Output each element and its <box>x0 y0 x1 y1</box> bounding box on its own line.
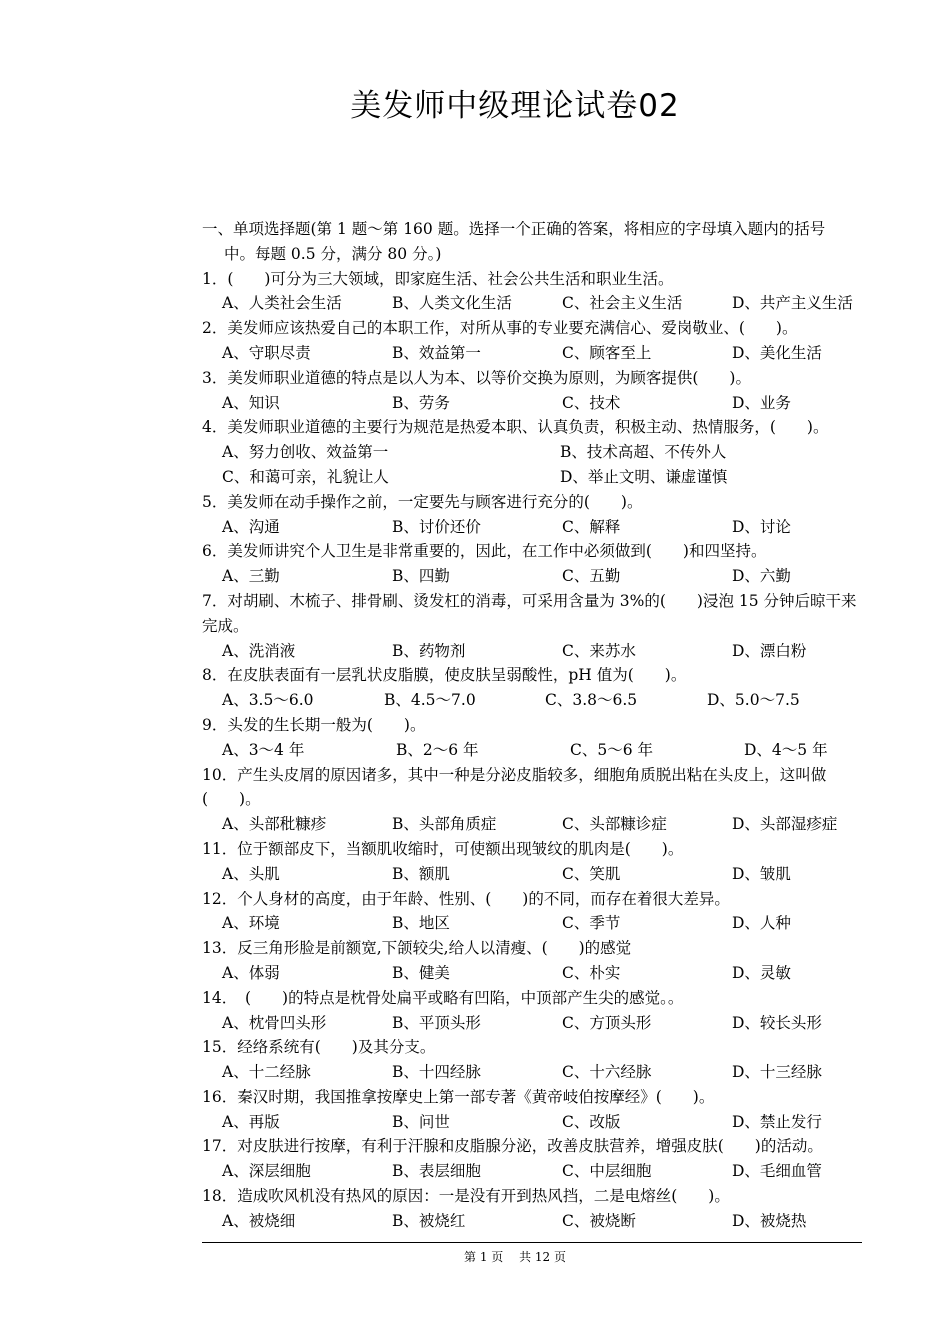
option-a: A、再版 <box>222 1112 280 1131</box>
option-d: D、灵敏 <box>732 963 791 982</box>
page-title: 美发师中级理论试卷02 <box>350 88 680 124</box>
option-b: B、额肌 <box>392 864 450 883</box>
option-a: A、知识 <box>222 393 280 412</box>
options-14 <box>202 1011 862 1036</box>
option-c: C、改版 <box>562 1112 621 1131</box>
option-b: B、被烧红 <box>392 1211 466 1230</box>
option-a: A、洗消液 <box>222 641 296 660</box>
options-4-row2 <box>202 465 862 490</box>
page-footer <box>0 1248 950 1265</box>
options-17 <box>202 1159 862 1184</box>
section-heading-line1: 一、单项选择题(第 1 题～第 160 题。选择一个正确的答案，将相应的字母填入题内的括号 <box>202 220 826 238</box>
options-16 <box>202 1110 862 1135</box>
option-a: A、被烧细 <box>222 1211 296 1230</box>
option-d: D、被烧热 <box>732 1211 807 1230</box>
option-d: D、十三经脉 <box>732 1063 822 1082</box>
option-a: A、3～4 年 <box>222 740 305 759</box>
option-b: B、2～6 年 <box>396 740 479 759</box>
question-7: 7．对胡刷、木梳子、排骨刷、烫发杠的消毒，可采用含量为 3%的( )浸泡 15 分钟后晾干来完成。 <box>202 591 857 635</box>
option-a: A、努力创收、效益第一 <box>222 443 389 462</box>
option-d: D、举止文明、谦虚谨慎 <box>560 467 728 486</box>
option-b: B、4.5～7.0 <box>384 691 476 710</box>
question-14: 14． ( )的特点是枕骨处扁平或略有凹陷，中顶部产生尖的感觉。。 <box>202 988 684 1007</box>
option-d: D、皱肌 <box>732 864 791 883</box>
question-11: 11．位于额部皮下，当额肌收缩时，可使额出现皱纹的肌肉是( )。 <box>202 839 684 858</box>
options-10 <box>202 812 862 837</box>
options-15 <box>202 1060 862 1085</box>
options-11 <box>202 862 862 887</box>
option-d: D、毛细血管 <box>732 1162 822 1181</box>
question-8: 8．在皮肤表面有一层乳状皮脂膜，使皮肤呈弱酸性，pH 值为( )。 <box>202 666 687 685</box>
question-16: 16．秦汉时期，我国推拿按摩史上第一部专著《黄帝岐伯按摩经》( )。 <box>202 1087 715 1106</box>
question-3: 3．美发师职业道德的特点是以人为本、以等价交换为原则，为顾客提供( )。 <box>202 368 751 387</box>
option-b: B、问世 <box>392 1112 450 1131</box>
option-b: B、表层细胞 <box>392 1162 481 1181</box>
question-2: 2．美发师应该热爱自己的本职工作，对所从事的专业要充满信心、爱岗敬业、( )。 <box>202 319 798 338</box>
question-4: 4．美发师职业道德的主要行为规范是热爱本职、认真负责，积极主动、热情服务，( )。 <box>202 418 829 437</box>
option-b: B、十四经脉 <box>392 1063 481 1082</box>
option-a: A、沟通 <box>222 517 280 536</box>
footer-divider <box>202 1242 862 1243</box>
option-d: D、5.0～7.5 <box>707 691 800 710</box>
option-a: A、体弱 <box>222 963 280 982</box>
option-b: B、劳务 <box>392 393 450 412</box>
option-a: A、头肌 <box>222 864 280 883</box>
option-c: C、十六经脉 <box>562 1063 652 1082</box>
options-7 <box>202 639 862 664</box>
option-c: C、3.8～6.5 <box>545 691 638 710</box>
option-d: D、六勤 <box>732 567 791 586</box>
options-1 <box>202 291 862 316</box>
question-6: 6．美发师讲究个人卫生是非常重要的，因此，在工作中必须做到( )和四坚持。 <box>202 542 767 561</box>
option-b: B、平顶头形 <box>392 1013 481 1032</box>
option-c: C、技术 <box>562 393 621 412</box>
option-a: A、守职尽责 <box>222 343 311 362</box>
option-d: D、共产主义生活 <box>732 294 853 313</box>
question-1: 1．( )可分为三大领域，即家庭生活、社会公共生活和职业生活。 <box>202 269 674 288</box>
option-d: D、头部湿疹症 <box>732 815 838 834</box>
option-d: D、4～5 年 <box>744 740 828 759</box>
question-list <box>202 217 862 1234</box>
option-a: A、3.5～6.0 <box>222 691 314 710</box>
option-b: B、四勤 <box>392 567 450 586</box>
option-c: C、和蔼可亲，礼貌让人 <box>222 467 389 486</box>
option-c: C、五勤 <box>562 567 621 586</box>
option-c: C、头部糠诊症 <box>562 815 667 834</box>
question-9: 9．头发的生长期一般为( )。 <box>202 715 426 734</box>
option-a: A、十二经脉 <box>222 1063 311 1082</box>
option-b: B、技术高超、不传外人 <box>560 443 727 462</box>
options-4-row1 <box>202 440 862 465</box>
options-6 <box>202 564 862 589</box>
question-10: 10．产生头皮屑的原因诸多，其中一种是分泌皮脂较多，细胞角质脱出粘在头皮上，这叫做( )。 <box>202 765 827 809</box>
option-c: C、方顶头形 <box>562 1013 652 1032</box>
option-b: B、健美 <box>392 963 450 982</box>
options-9 <box>202 738 862 763</box>
question-18: 18．造成吹风机没有热风的原因：一是没有开到热风挡，二是电熔丝( )。 <box>202 1187 730 1206</box>
option-c: C、社会主义生活 <box>562 294 683 313</box>
option-c: C、5～6 年 <box>570 740 654 759</box>
option-d: D、人种 <box>732 914 791 933</box>
options-18 <box>202 1209 862 1234</box>
option-b: B、效益第一 <box>392 343 481 362</box>
options-12 <box>202 911 862 936</box>
question-12: 12．个人身材的高度，由于年龄、性别、( )的不同，而存在着很大差异。 <box>202 889 730 908</box>
option-c: C、季节 <box>562 914 621 933</box>
options-13 <box>202 961 862 986</box>
options-3 <box>202 391 862 416</box>
option-a: A、深层细胞 <box>222 1162 311 1181</box>
page-total: 共 12 页 <box>519 1250 566 1264</box>
option-d: D、讨论 <box>732 517 791 536</box>
option-d: D、禁止发行 <box>732 1112 822 1131</box>
options-5 <box>202 515 862 540</box>
option-a: A、头部秕糠疹 <box>222 815 327 834</box>
option-c: C、来苏水 <box>562 641 636 660</box>
option-b: B、人类文化生活 <box>392 294 512 313</box>
options-2 <box>202 341 862 366</box>
option-a: A、枕骨凹头形 <box>222 1013 327 1032</box>
question-13: 13．反三角形脸是前额宽,下颌较尖,给人以清瘦、( )的感觉 <box>202 939 632 958</box>
question-15: 15．经络系统有( )及其分支。 <box>202 1038 436 1057</box>
section-heading-line2: 中。每题 0.5 分，满分 80 分。) <box>224 244 442 263</box>
option-b: B、头部角质症 <box>392 815 497 834</box>
option-c: C、顾客至上 <box>562 343 652 362</box>
option-a: A、环境 <box>222 914 280 933</box>
question-17: 17．对皮肤进行按摩，有利于汗腺和皮脂腺分泌，改善皮肤营养，增强皮肤( )的活动。 <box>202 1137 823 1156</box>
option-b: B、药物剂 <box>392 641 466 660</box>
option-c: C、解释 <box>562 517 621 536</box>
page-number: 第 1 页 <box>464 1250 504 1264</box>
option-c: C、笑肌 <box>562 864 621 883</box>
option-a: A、三勤 <box>222 567 280 586</box>
option-d: D、漂白粉 <box>732 641 807 660</box>
section-heading <box>202 217 862 267</box>
option-d: D、业务 <box>732 393 791 412</box>
option-d: D、较长头形 <box>732 1013 822 1032</box>
options-8 <box>202 688 862 713</box>
option-c: C、中层细胞 <box>562 1162 652 1181</box>
option-c: C、被烧断 <box>562 1211 636 1230</box>
option-b: B、地区 <box>392 914 450 933</box>
option-d: D、美化生活 <box>732 343 822 362</box>
option-a: A、人类社会生活 <box>222 294 342 313</box>
option-b: B、讨价还价 <box>392 517 481 536</box>
option-c: C、朴实 <box>562 963 621 982</box>
question-5: 5．美发师在动手操作之前，一定要先与顾客进行充分的( )。 <box>202 492 643 511</box>
